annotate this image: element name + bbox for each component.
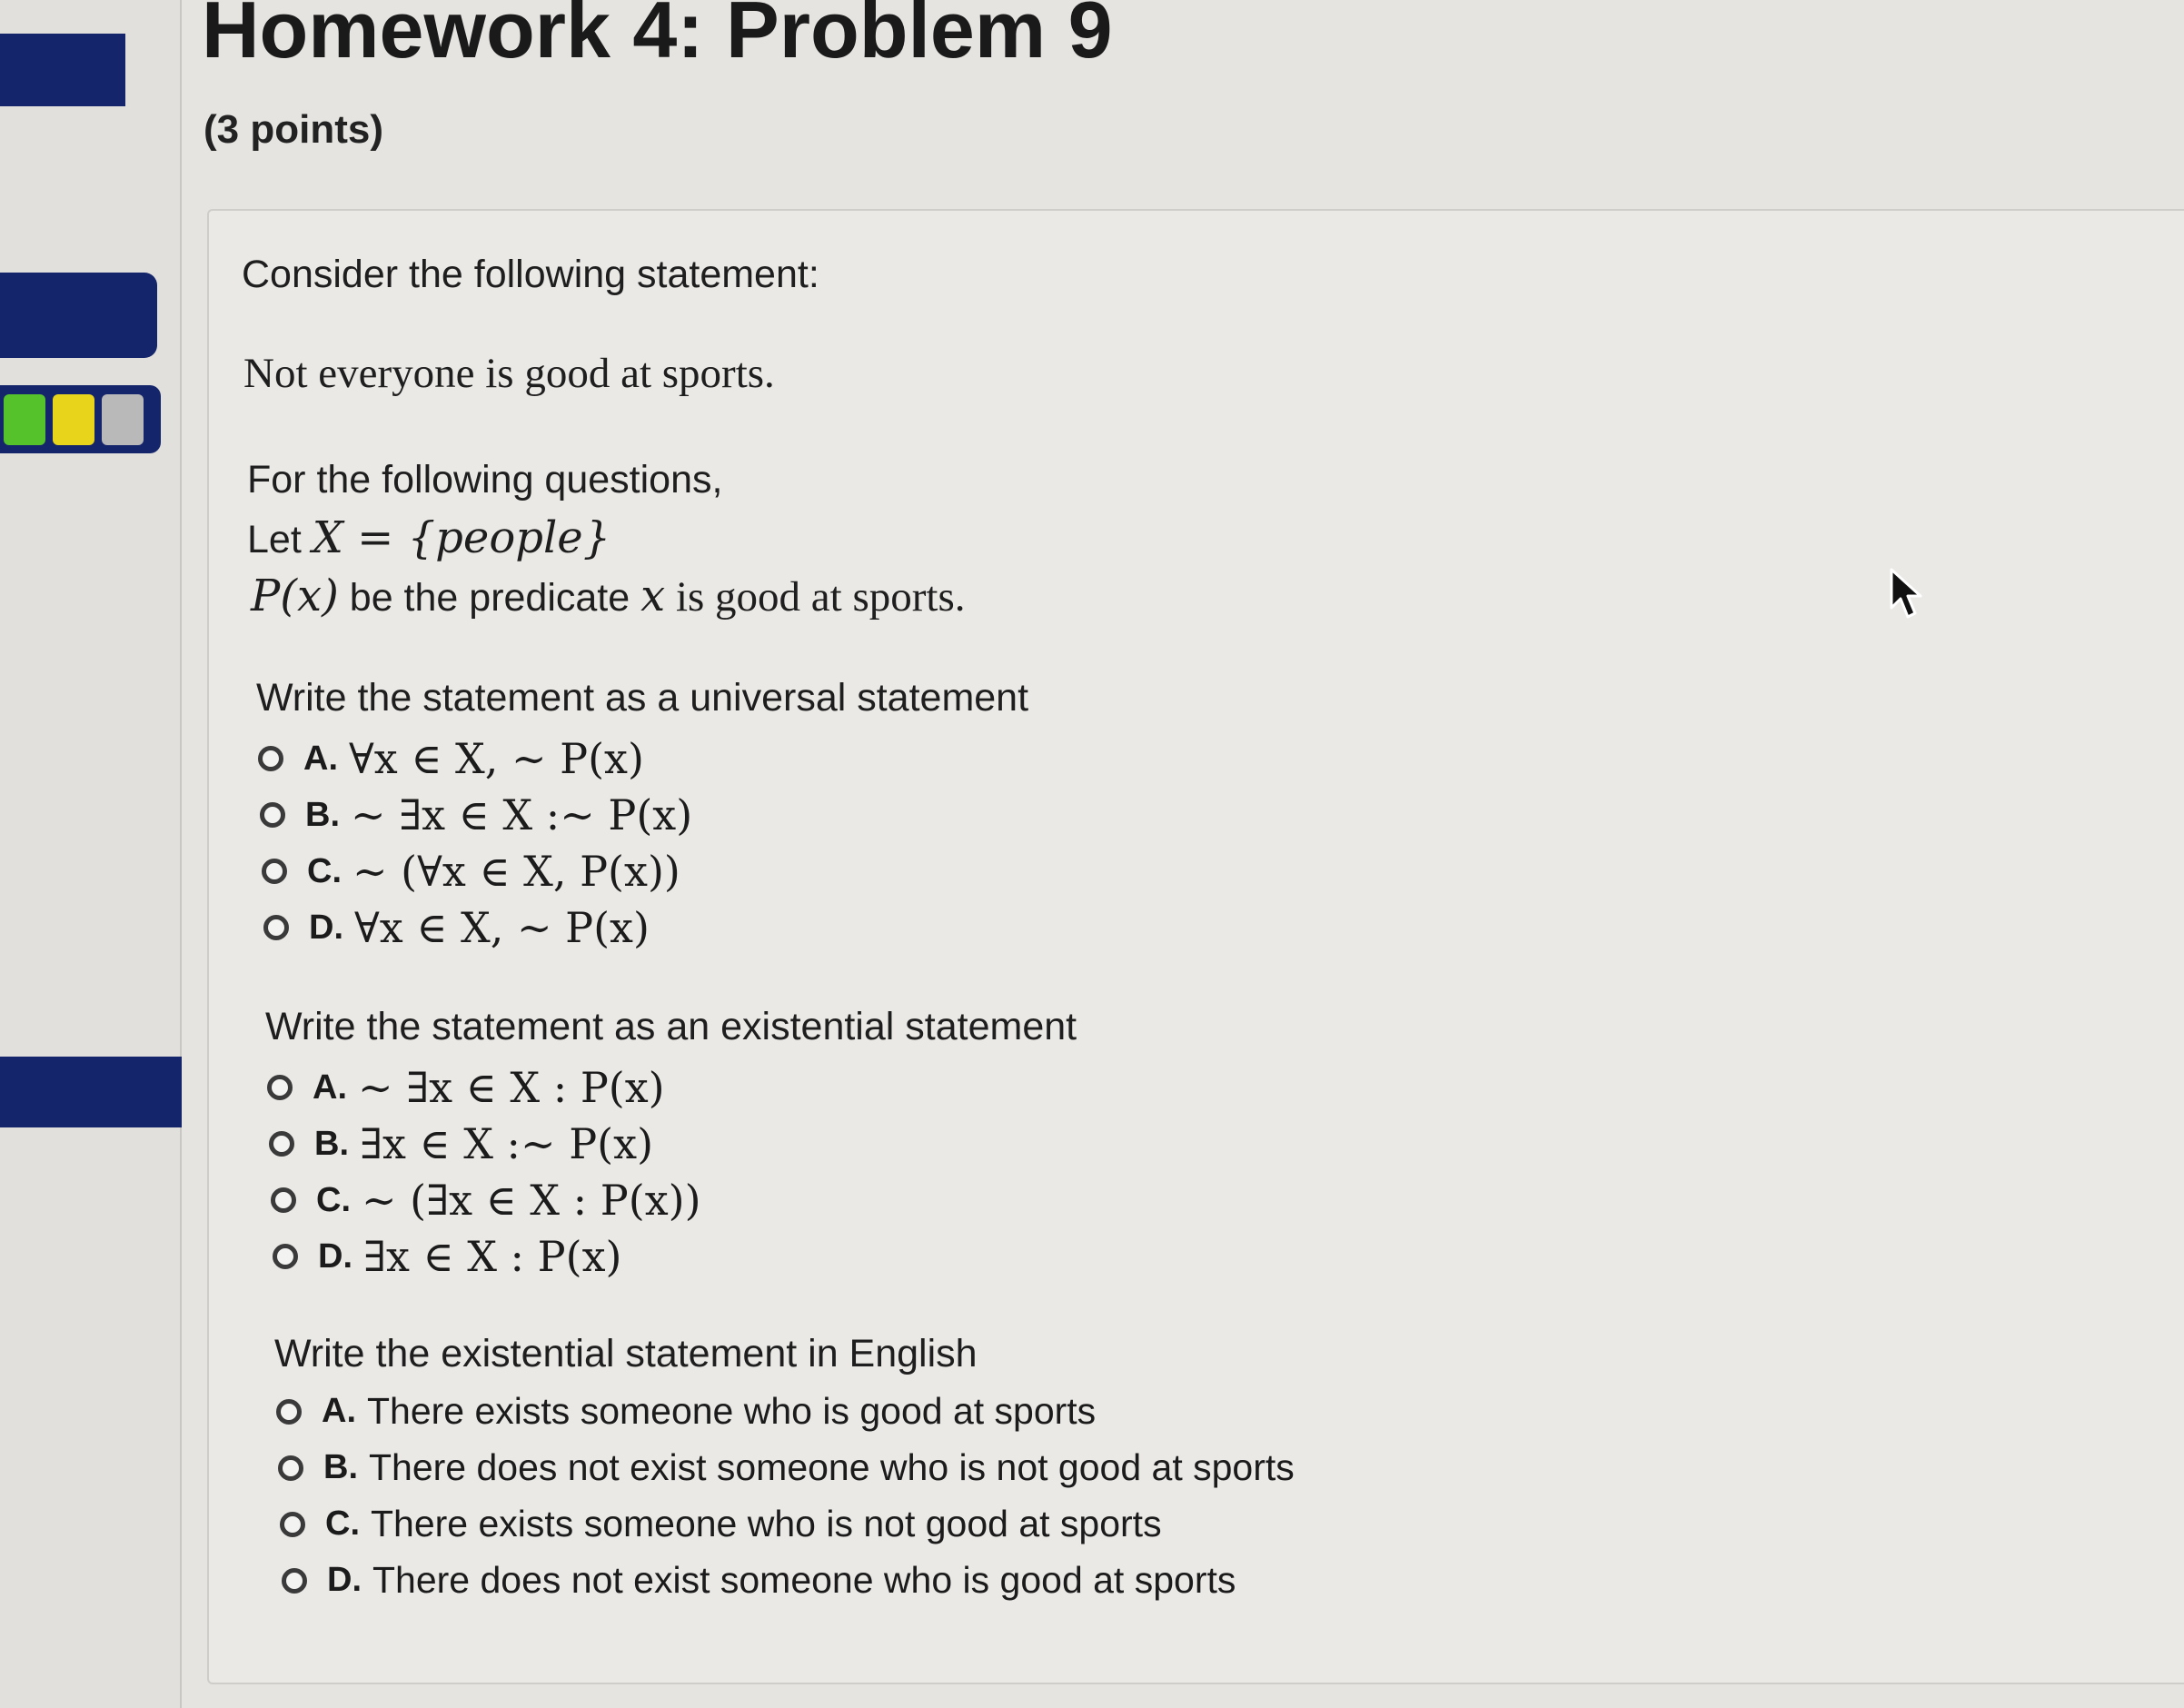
progress-box-partial — [53, 394, 94, 445]
radio-button[interactable] — [276, 1399, 302, 1425]
setup-line-2 — [247, 512, 611, 563]
q2-option-c[interactable]: C. ∼ (∃x ∈ X : P(x)) — [271, 1176, 701, 1225]
setup-predicate-end: is good at sports. — [665, 573, 966, 621]
radio-button[interactable] — [273, 1244, 298, 1269]
setup-line-3 — [251, 571, 966, 621]
sidebar-nav-button[interactable] — [0, 273, 157, 358]
setup-set-definition: X = {people} — [312, 512, 611, 563]
setup-let-label: Let — [247, 518, 313, 561]
points-label: (3 points) — [204, 107, 383, 152]
problem-progress-indicator — [0, 385, 161, 453]
q2-option-a[interactable]: A. ∼ ∃x ∈ X : P(x) — [267, 1063, 665, 1112]
q1-option-a[interactable]: A. ∀x ∈ X, ∼ P(x) — [258, 734, 644, 783]
q2-option-b[interactable]: B. ∃x ∈ X :∼ P(x) — [269, 1119, 653, 1168]
q3-option-d[interactable]: D. There does not exist someone who is good at sports — [282, 1559, 1236, 1602]
problem-intro: Consider the following statement: — [242, 253, 819, 296]
progress-box-empty — [102, 394, 144, 445]
radio-button[interactable] — [278, 1455, 303, 1481]
radio-button[interactable] — [269, 1131, 294, 1157]
q3-option-a[interactable]: A. There exists someone who is good at sports — [276, 1390, 1096, 1433]
progress-box-correct — [4, 394, 45, 445]
q3-option-c[interactable]: C. There exists someone who is not good at sports — [280, 1503, 1162, 1545]
radio-button[interactable] — [262, 859, 287, 884]
question-1-prompt: Write the statement as a universal statement — [256, 676, 1029, 720]
radio-button[interactable] — [260, 802, 285, 828]
mouse-pointer-icon — [1888, 568, 1924, 622]
problem-statement: Not everyone is good at sports. — [243, 350, 775, 397]
radio-button[interactable] — [271, 1187, 296, 1213]
q3-option-b[interactable]: B. There does not exist someone who is not good at sports — [278, 1446, 1295, 1489]
setup-line-1: For the following questions, — [247, 458, 723, 501]
main-content — [180, 0, 2184, 1708]
sidebar — [0, 0, 182, 1708]
radio-button[interactable] — [280, 1512, 305, 1537]
question-2-prompt: Write the statement as an existential statement — [265, 1005, 1077, 1048]
setup-predicate: P(x) — [251, 571, 339, 621]
problem-card — [207, 209, 2184, 1684]
setup-variable: x — [640, 571, 666, 621]
q1-option-c[interactable]: C. ∼ (∀x ∈ X, P(x)) — [262, 847, 680, 896]
q2-option-d[interactable]: D. ∃x ∈ X : P(x) — [273, 1232, 621, 1281]
q1-option-b[interactable]: B. ∼ ∃x ∈ X :∼ P(x) — [260, 790, 692, 839]
setup-predicate-mid: be the predicate — [338, 576, 641, 620]
sidebar-nav-button-top[interactable] — [0, 34, 125, 106]
sidebar-nav-button-bottom[interactable] — [0, 1057, 182, 1127]
question-3-prompt: Write the existential statement in English — [274, 1332, 978, 1375]
page-title: Homework 4: Problem 9 — [202, 0, 1113, 74]
radio-button[interactable] — [258, 746, 283, 771]
radio-button[interactable] — [267, 1075, 293, 1100]
q1-option-d[interactable]: D. ∀x ∈ X, ∼ P(x) — [263, 903, 650, 952]
radio-button[interactable] — [282, 1568, 307, 1594]
radio-button[interactable] — [263, 915, 289, 940]
